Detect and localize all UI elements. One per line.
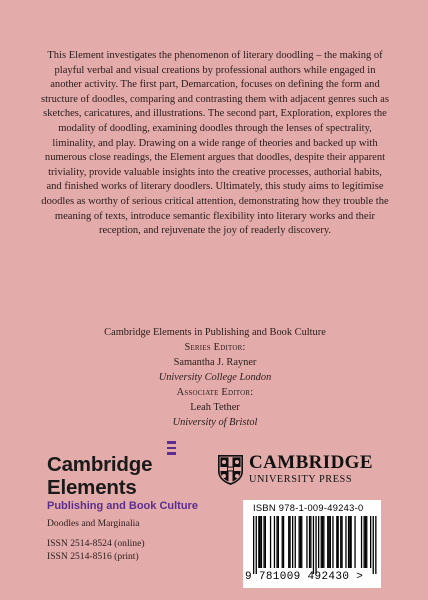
barcode-bars xyxy=(247,516,377,576)
barcode-bar xyxy=(370,516,371,568)
barcode-bar xyxy=(336,516,337,568)
barcode-bar xyxy=(282,516,283,568)
barcode-bar xyxy=(332,516,333,568)
series-editor-label: Series Editor: xyxy=(184,342,246,353)
elements-topic: Doodles and Marginalia xyxy=(47,518,140,529)
barcode-bar xyxy=(274,516,275,568)
elements-logo-icon xyxy=(167,441,176,456)
barcode-bar xyxy=(354,516,355,568)
barcode-bar xyxy=(261,516,262,568)
barcode-bar xyxy=(375,516,376,574)
barcode-bar xyxy=(340,516,341,568)
associate-editor-name: Leah Tether xyxy=(190,402,240,413)
barcode-bar xyxy=(323,516,324,568)
shield-crest-icon xyxy=(217,454,244,486)
barcode-bar xyxy=(306,516,307,568)
barcode-bar xyxy=(364,516,365,568)
barcode-bar xyxy=(258,516,259,568)
barcode-bar xyxy=(338,516,339,568)
barcode-bar xyxy=(366,516,367,568)
associate-editor-affiliation: University of Bristol xyxy=(172,417,258,428)
barcode-bar xyxy=(289,516,290,568)
elements-logo-title xyxy=(47,453,152,499)
barcode-bar xyxy=(373,516,374,574)
barcode-bar xyxy=(288,516,289,568)
barcode-bar xyxy=(327,516,328,568)
ean-digits: 9 781009 492430 > xyxy=(245,571,364,583)
issn-block xyxy=(47,538,145,563)
barcode-bar xyxy=(361,516,362,568)
barcode-bar xyxy=(263,516,264,568)
barcode-bar xyxy=(299,516,300,568)
issn-print: ISSN 2514-8516 (print) xyxy=(47,550,139,562)
barcode-bar xyxy=(309,516,310,568)
barcode-bar xyxy=(322,516,323,568)
elements-title-line2: Elements xyxy=(47,476,137,499)
barcode-bar xyxy=(351,516,352,568)
associate-editor-label: Associate Editor: xyxy=(176,387,254,398)
barcode-bar xyxy=(349,516,350,568)
barcode-bar xyxy=(321,516,322,568)
series-editor-name: Samantha J. Rayner xyxy=(173,357,257,368)
barcode-bar xyxy=(315,516,316,574)
description-blurb: This Element investigates the phenomenon of literary doodling – the making of playful verbal and visual creations by professional authors while engaged in another activity. The first part, Demarcation, focuses on defining the form and structure of doodles, comparing and contrasting them with adjacent genres such as sketches, caricatures, and illustrations. The second part, Exploration, explores the modality of doodling, examining doodles through the lenses of spectrality, liminality, and play. Drawing on a wide range of theories and backed up with numerous close readings, the Element argues that doodles, despite their apparent triviality, provide valuable insights into the creative processes, authorial habits, and finished works of literary doodlers. Ultimately, this study aims to legitimise doodles as worthy of serious critical attention, demonstrating how they trouble the meaning of texts, introduce semantic flexibility into literary works and their reception, and rejuvenate the joy of readerly discovery. xyxy=(41,50,389,237)
barcode-bar xyxy=(292,516,293,568)
barcode-bar xyxy=(301,516,302,568)
barcode-bar xyxy=(341,516,342,568)
issn-online: ISSN 2514-8524 (online) xyxy=(47,538,145,549)
barcode-bar xyxy=(278,516,279,568)
barcode-bar xyxy=(348,516,349,568)
barcode-bar xyxy=(260,516,261,568)
publisher-press: UNIVERSITY PRESS xyxy=(249,474,353,485)
barcode-bar xyxy=(253,516,254,574)
barcode-bar xyxy=(276,516,277,568)
barcode-bar xyxy=(310,516,311,568)
series-name: Cambridge Elements in Publishing and Book Culture xyxy=(104,327,326,338)
barcode-bar xyxy=(256,516,257,574)
barcode-bar xyxy=(328,516,329,568)
barcode-bar xyxy=(330,516,331,568)
barcode-bar xyxy=(300,516,301,568)
barcode-bar xyxy=(365,516,366,568)
barcode-bar xyxy=(283,516,284,568)
barcode-bar xyxy=(313,516,314,574)
isbn-barcode xyxy=(243,500,381,588)
barcode-bar xyxy=(318,516,319,568)
barcode-bar xyxy=(345,516,346,568)
series-editor-affiliation: University College London xyxy=(158,372,272,383)
publisher-name: CAMBRIDGE xyxy=(249,452,373,473)
series-credits xyxy=(60,325,370,430)
barcode-bar xyxy=(295,516,296,568)
barcode-bar xyxy=(265,516,266,568)
barcode-bar xyxy=(270,516,271,568)
elements-subtitle: Publishing and Book Culture xyxy=(47,500,198,512)
isbn-label: ISBN 978-1-009-49243-0 xyxy=(253,503,364,513)
elements-title-line1: Cambridge xyxy=(47,453,153,476)
